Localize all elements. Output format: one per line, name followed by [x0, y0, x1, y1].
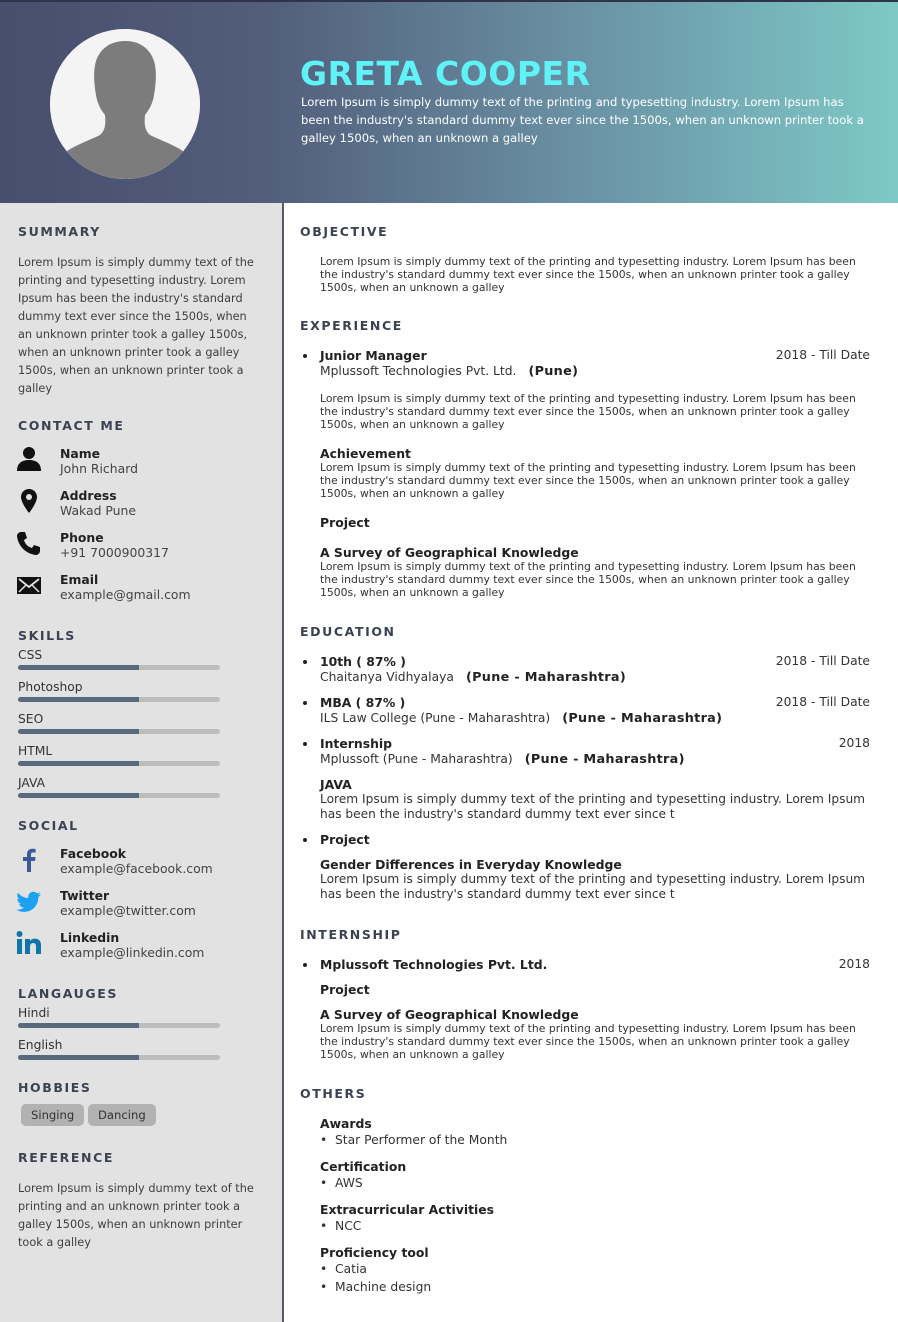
person-silhouette-icon: [50, 29, 200, 179]
contact-value: Wakad Pune: [60, 503, 136, 518]
experience-company: Mplussoft Technologies Pvt. Ltd.: [320, 364, 517, 378]
linkedin-icon: [16, 930, 42, 956]
internship-project-title: Project: [320, 982, 370, 997]
education-java-text: Lorem Ipsum is simply dummy text of the printing and typesetting industry. Lorem Ipsum has been the industry's standard dummy text ever since t: [320, 792, 866, 821]
experience-role: Junior Manager: [320, 348, 427, 363]
experience-project-name: A Survey of Geographical Knowledge: [320, 545, 579, 560]
objective-heading: OBJECTIVE: [300, 224, 389, 239]
education-school-line: [320, 670, 626, 685]
location-pin-icon: [16, 488, 42, 514]
proficiency-item: • Catia: [320, 1262, 367, 1276]
phone-icon: [16, 530, 42, 556]
skill-label: CSS: [18, 648, 43, 662]
summary-heading: SUMMARY: [18, 224, 101, 239]
reference-text: Lorem Ipsum is simply dummy text of the printing and an unknown printer took a galley 1500s, when an unknown printer took a galley: [18, 1182, 254, 1249]
bullet: [303, 354, 307, 358]
bullet: [303, 701, 307, 705]
language-english: [18, 1038, 220, 1062]
candidate-name: GRETA COOPER: [300, 54, 591, 93]
facebook-icon: [16, 846, 42, 872]
education-school: Mplussoft (Pune - Maharashtra): [320, 752, 513, 766]
contact-heading: CONTACT ME: [18, 418, 125, 433]
education-location: (Pune - Maharashtra): [524, 752, 685, 767]
education-location: (Pune - Maharashtra): [465, 670, 627, 685]
education-school: ILS Law College (Pune - Maharashtra): [320, 711, 551, 725]
objective-text: Lorem Ipsum is simply dummy text of the printing and typesetting industry. Lorem Ipsum has been the industry's standard dummy text ever since the 1500s, when an unknown printer took a galley 1500s, when an unknown a galley: [320, 255, 856, 294]
award-item: • Star Performer of the Month: [320, 1133, 507, 1147]
contact-label: Phone: [60, 530, 104, 545]
skill-fill: [18, 697, 139, 702]
profile-avatar: [50, 29, 200, 179]
contact-label: Address: [60, 488, 117, 503]
skill-photoshop: [18, 680, 220, 704]
language-fill: [18, 1055, 139, 1060]
language-hindi: [18, 1006, 220, 1030]
extracurricular-title: Extracurricular Activities: [320, 1202, 495, 1217]
contact-phone: [16, 530, 276, 564]
education-java-title: JAVA: [320, 777, 352, 792]
skill-label: Photoshop: [18, 680, 83, 694]
education-heading: EDUCATION: [300, 624, 396, 639]
twitter-icon: [16, 888, 42, 914]
hobby-tag: Singing: [21, 1104, 84, 1126]
languages-heading: LANGAUGES: [18, 986, 119, 1001]
bullet: [303, 963, 307, 967]
internship-heading: INTERNSHIP: [300, 927, 402, 942]
contact-value: John Richard: [60, 461, 138, 476]
internship-project-text: Lorem Ipsum is simply dummy text of the printing and typesetting industry. Lorem Ipsum has been the industry's standard dummy text ever since the 1500s, when an unknown printer took a galley 1500s, when an unknown a galley: [320, 1022, 856, 1061]
language-label: Hindi: [18, 1006, 50, 1020]
contact-value: +91 7000900317: [60, 545, 169, 560]
skill-label: JAVA: [18, 776, 46, 790]
education-location: (Pune - Maharashtra): [562, 711, 723, 726]
hobbies-heading: HOBBIES: [18, 1080, 92, 1095]
social-facebook[interactable]: [16, 846, 276, 880]
bullet: [303, 660, 307, 664]
contact-email: [16, 572, 276, 606]
education-degree: Internship: [320, 736, 393, 751]
education-date: 2018 - Till Date: [775, 654, 870, 668]
extracurricular-item: • NCC: [320, 1219, 361, 1233]
internship-date: 2018: [838, 957, 870, 971]
experience-heading: EXPERIENCE: [300, 318, 403, 333]
contact-label: Name: [60, 446, 101, 461]
experience-company-line: [320, 364, 578, 379]
education-date: 2018 - Till Date: [775, 695, 870, 709]
experience-project-title: Project: [320, 515, 370, 530]
person-icon: [16, 446, 42, 472]
social-twitter[interactable]: [16, 888, 276, 922]
experience-location: (Pune): [528, 364, 579, 379]
internship-project-name: A Survey of Geographical Knowledge: [320, 1007, 579, 1022]
education-degree: MBA ( 87% ): [320, 695, 406, 710]
language-label: English: [18, 1038, 63, 1052]
education-school-line: [320, 711, 722, 726]
education-school-line: [320, 752, 685, 767]
resume-header: [0, 0, 898, 203]
skill-label: SEO: [18, 712, 44, 726]
skills-heading: SKILLS: [18, 628, 76, 643]
skill-seo: [18, 712, 220, 736]
envelope-icon: [16, 572, 42, 598]
social-label: Facebook: [60, 846, 126, 861]
language-fill: [18, 1023, 139, 1028]
education-project-title: Project: [320, 832, 370, 847]
social-heading: SOCIAL: [18, 818, 79, 833]
achievement-title: Achievement: [320, 446, 411, 461]
skill-java: [18, 776, 220, 800]
social-linkedin[interactable]: [16, 930, 276, 964]
education-school: Chaitanya Vidhyalaya: [320, 670, 454, 684]
skill-css: [18, 648, 220, 672]
certification-item: • AWS: [320, 1176, 363, 1190]
bullet: [303, 742, 307, 746]
contact-label: Email: [60, 572, 99, 587]
social-value: example@twitter.com: [60, 903, 196, 918]
proficiency-item: • Machine design: [320, 1280, 431, 1294]
social-label: Twitter: [60, 888, 110, 903]
experience-description: Lorem Ipsum is simply dummy text of the printing and typesetting industry. Lorem Ipsum has been the industry's standard dummy text ever since the 1500s, when an unknown printer took a galley 1500s, when an unknown a galley: [320, 392, 856, 431]
education-date: 2018: [838, 736, 870, 750]
social-label: Linkedin: [60, 930, 120, 945]
education-degree: 10th ( 87% ): [320, 654, 406, 669]
skill-fill: [18, 665, 139, 670]
skill-fill: [18, 793, 139, 798]
awards-title: Awards: [320, 1116, 372, 1131]
achievement-text: Lorem Ipsum is simply dummy text of the printing and typesetting industry. Lorem Ipsum has been the industry's standard dummy text ever since the 1500s, when an unknown printer took a galley 1500s, when an unknown a galley: [320, 461, 856, 500]
proficiency-title: Proficiency tool: [320, 1245, 429, 1260]
social-value: example@facebook.com: [60, 861, 213, 876]
contact-value: example@gmail.com: [60, 587, 191, 602]
bullet: [303, 838, 307, 842]
others-heading: OTHERS: [300, 1086, 367, 1101]
social-value: example@linkedin.com: [60, 945, 205, 960]
header-intro: Lorem Ipsum is simply dummy text of the printing and typesetting industry. Lorem Ipsum has been the industry's standard dummy text ever since the 1500s, when an unknown printer took a galley 1500s, when an unknown a galley: [301, 95, 864, 145]
reference-heading: REFERENCE: [18, 1150, 114, 1165]
certification-title: Certification: [320, 1159, 407, 1174]
skill-label: HTML: [18, 744, 53, 758]
summary-text: Lorem Ipsum is simply dummy text of the printing and typesetting industry. Lorem Ipsum has been the industry's standard dummy text ever since the 1500s, when an unknown printer took a galley 1500s, when an unknown printer took a galley 1500s, when an unknown printer took a galley: [18, 256, 254, 395]
skill-html: [18, 744, 220, 768]
hobby-tag: Dancing: [88, 1104, 156, 1126]
skill-fill: [18, 761, 139, 766]
internship-company: Mplussoft Technologies Pvt. Ltd.: [320, 957, 548, 972]
contact-address: [16, 488, 276, 522]
education-project-text: Lorem Ipsum is simply dummy text of the printing and typesetting industry. Lorem Ipsum has been the industry's standard dummy text ever since t: [320, 872, 866, 901]
experience-date: 2018 - Till Date: [775, 348, 870, 362]
skill-fill: [18, 729, 139, 734]
experience-project-text: Lorem Ipsum is simply dummy text of the printing and typesetting industry. Lorem Ipsum has been the industry's standard dummy text ever since the 1500s, when an unknown printer took a galley 1500s, when an unknown a galley: [320, 560, 856, 599]
education-project-name: Gender Differences in Everyday Knowledge: [320, 857, 622, 872]
contact-name: [16, 446, 276, 480]
